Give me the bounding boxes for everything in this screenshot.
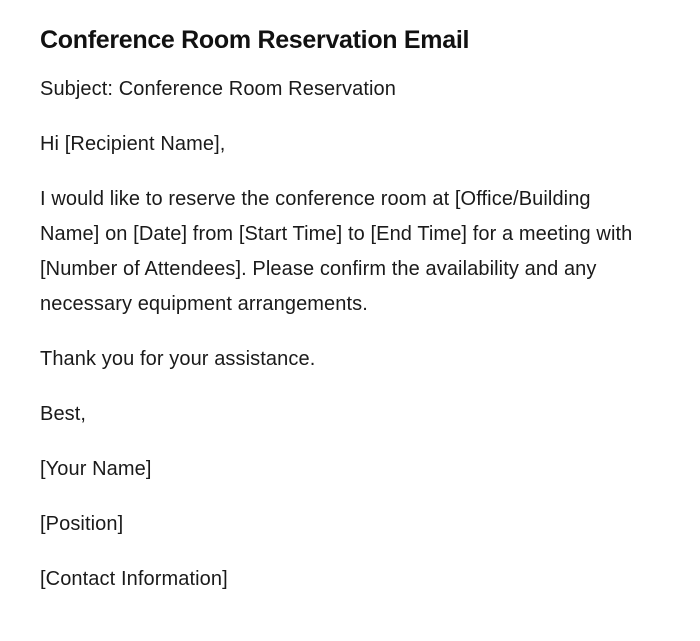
document-title: Conference Room Reservation Email <box>40 26 470 54</box>
email-subject: Subject: Conference Room Reservation <box>40 78 397 100</box>
email-thanks: Thank you for your assistance. <box>40 348 316 370</box>
email-greeting: Hi [Recipient Name], <box>40 133 226 155</box>
email-closing: Best, <box>40 403 87 425</box>
email-body: I would like to reserve the conference room at [Office/Building Name] on [Date] from [Start Time] to [End Time] for a meeting with [Number of Attendees]. Please confirm the availability and any necessary equipment arrangements. <box>40 188 633 315</box>
sender-position: [Position] <box>40 513 124 535</box>
sender-name: [Your Name] <box>40 458 152 480</box>
sender-contact: [Contact Information] <box>40 568 228 590</box>
